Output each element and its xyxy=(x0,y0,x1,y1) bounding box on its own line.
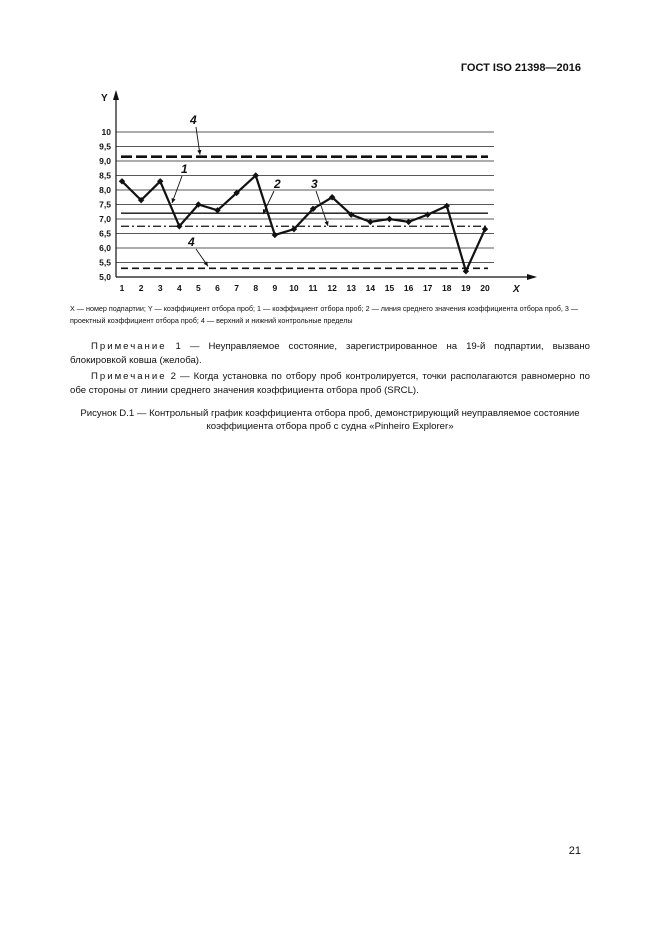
control-chart xyxy=(0,0,661,330)
x-tick-label: 16 xyxy=(403,283,414,293)
x-axis-label: X xyxy=(513,284,520,295)
x-tick-label: 12 xyxy=(327,283,337,293)
axes xyxy=(113,90,537,280)
y-tick-label: 5,5 xyxy=(99,257,111,268)
x-tick-label: 14 xyxy=(365,283,376,293)
note-2-label: Примечание xyxy=(91,371,167,382)
x-tick-label: 6 xyxy=(215,283,220,293)
callout-arrowhead xyxy=(172,198,176,203)
x-axis-arrow xyxy=(527,274,537,280)
standard-number: ГОСТ ISO 21398—2016 xyxy=(460,62,581,74)
grid-lines xyxy=(116,132,494,277)
x-tick-label: 9 xyxy=(272,283,278,293)
x-tick-label: 7 xyxy=(234,283,239,293)
data-point xyxy=(424,211,430,217)
figure-caption: Рисунок D.1 — Контрольный график коэффициента отбора проб, демонстрирующий неуправляемое состояние коэффициента отбора проб с судна «Pinheiro Explorer» xyxy=(80,408,580,432)
y-tick-label: 10 xyxy=(101,127,111,137)
y-tick-label: 9,0 xyxy=(99,156,111,166)
y-tick-label: 7,5 xyxy=(99,199,111,210)
x-tick-label: 20 xyxy=(480,283,490,293)
y-axis-arrow xyxy=(113,90,119,100)
x-tick-label: 17 xyxy=(422,283,433,293)
callout-label: 3 xyxy=(311,177,318,191)
y-tick-label: 9,5 xyxy=(99,141,111,152)
callout-arrowhead xyxy=(197,150,201,155)
data-series xyxy=(119,172,488,274)
note-2-text: 2 — Когда установка по отбору проб контролируется, точки располагаются равномерно по обе стороны от линии среднего значения коэффициента отбора проб (SRCL). xyxy=(70,371,590,396)
callout-label: 2 xyxy=(274,177,281,191)
y-tick-label: 7,0 xyxy=(99,214,111,224)
data-point xyxy=(405,219,411,225)
x-tick-label: 10 xyxy=(289,283,299,293)
data-point xyxy=(367,219,373,225)
x-tick-label: 18 xyxy=(442,283,452,293)
x-tick-label: 15 xyxy=(384,283,395,293)
chart-legend: X — номер подпартии; Y — коэффициент отбора проб; 1 — коэффициент отбора проб; 2 — линия среднего значения коэффициента отбора проб, 3 — проектный коэффициент отбора проб; 4 — верхний и нижний контрольные пределы xyxy=(70,304,579,325)
y-tick-label: 5,0 xyxy=(99,272,111,282)
x-tick-label: 4 xyxy=(176,283,182,293)
tick-labels xyxy=(99,93,521,295)
x-tick-label: 5 xyxy=(196,283,201,293)
callout-arrowhead xyxy=(204,261,208,266)
note-1 xyxy=(70,340,590,368)
callout-label: 4 xyxy=(190,113,197,127)
x-tick-label: 11 xyxy=(308,283,318,293)
x-tick-label: 8 xyxy=(253,283,259,293)
callout-arrowhead xyxy=(325,221,329,226)
y-axis-label: Y xyxy=(101,93,108,104)
note-1-text: 1 — Неуправляемое состояние, зарегистрированное на 19-й подпартии, вызвано блокировкой ковша (желоба). xyxy=(70,341,590,366)
x-tick-label: 2 xyxy=(138,283,144,293)
callout-leader xyxy=(316,191,328,226)
data-point xyxy=(444,203,450,209)
data-point xyxy=(272,232,278,238)
callout-label: 4 xyxy=(188,235,195,249)
page-number: 21 xyxy=(568,845,581,857)
y-tick-label: 6,5 xyxy=(99,228,111,239)
data-point xyxy=(482,226,488,232)
y-tick-label: 8,0 xyxy=(99,185,111,195)
x-tick-label: 13 xyxy=(346,283,356,293)
note-1-label: Примечание xyxy=(91,341,167,352)
x-tick-label: 19 xyxy=(461,283,471,293)
x-tick-label: 1 xyxy=(119,283,125,293)
y-tick-label: 8,5 xyxy=(99,170,111,181)
x-tick-label: 3 xyxy=(157,283,163,293)
note-2 xyxy=(70,370,590,398)
callout-label: 1 xyxy=(181,162,188,176)
y-tick-label: 6,0 xyxy=(99,243,111,253)
data-point xyxy=(386,216,392,222)
